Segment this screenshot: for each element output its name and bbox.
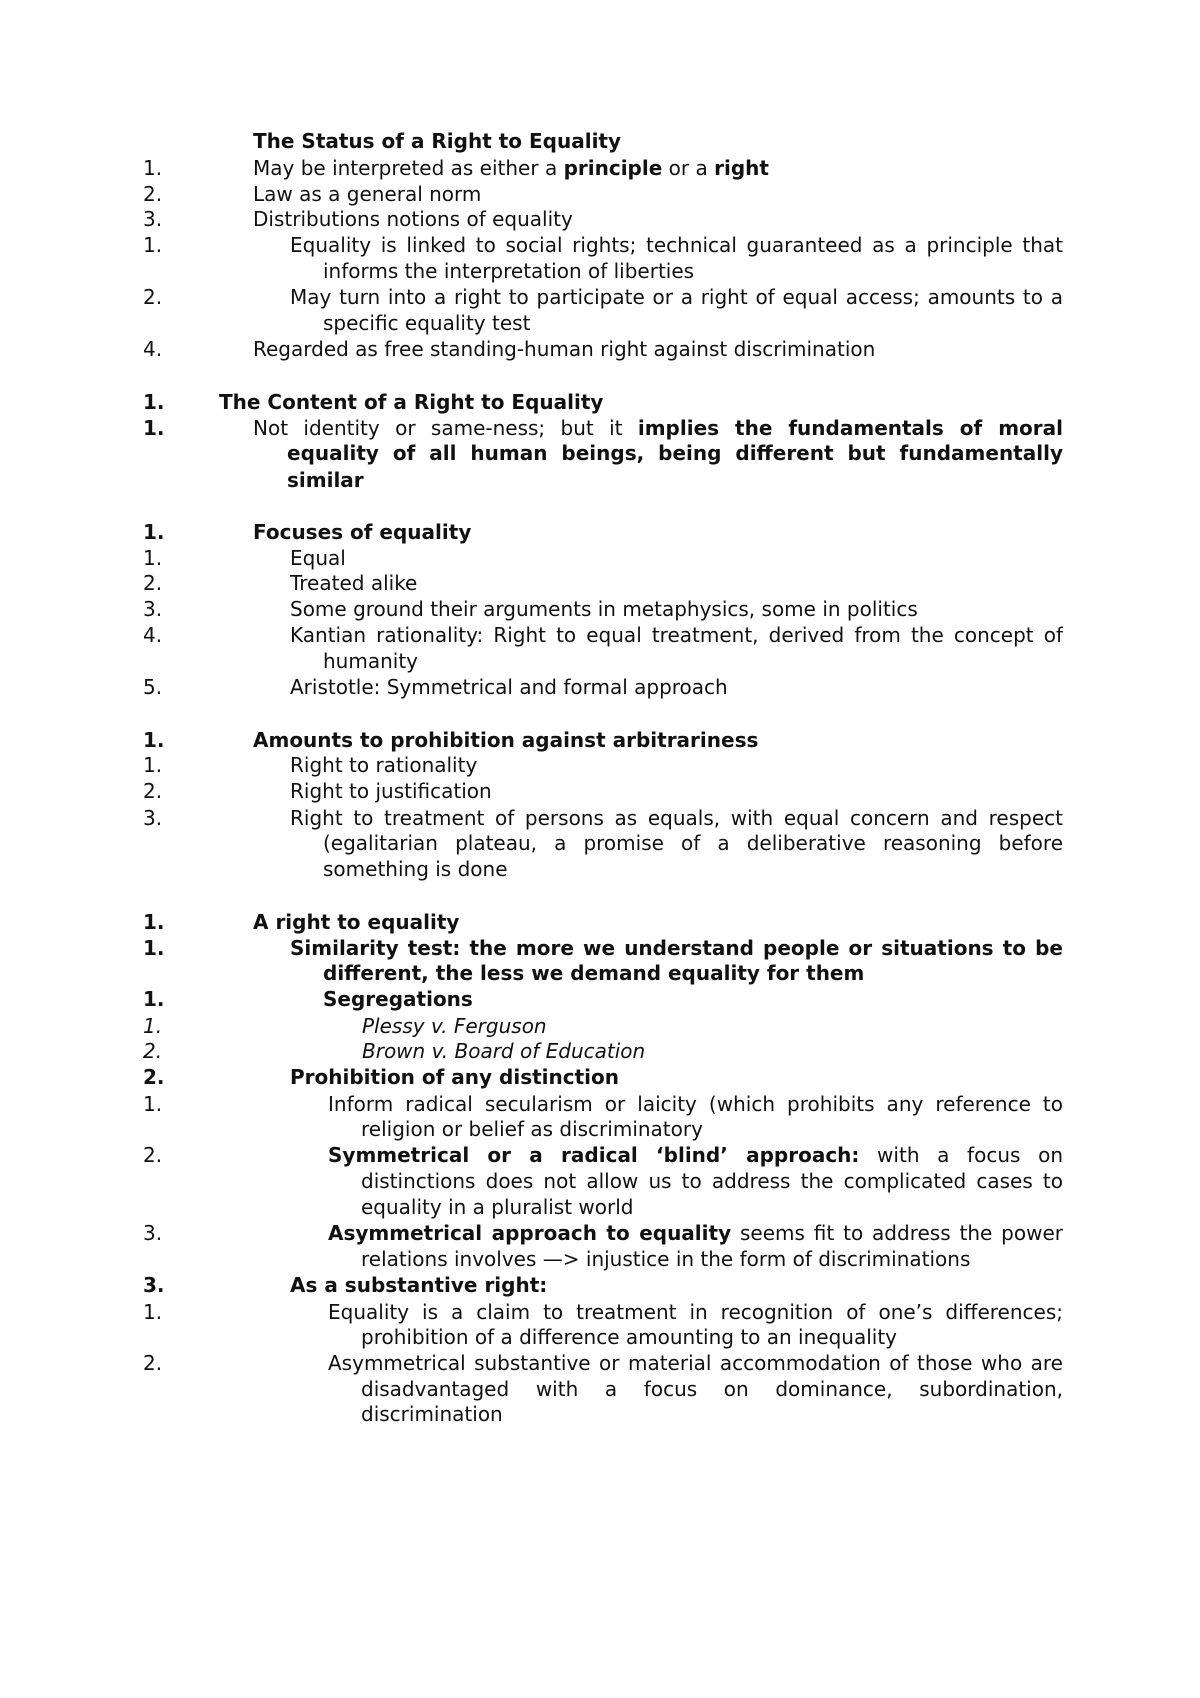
text-run: relations involves —> injustice in the form of discriminations [361,1247,971,1271]
bold-text: Segregations [323,987,473,1011]
text-run: seems fit to address the power [731,1221,1063,1245]
list-item-text [253,205,573,233]
document-line [143,1063,1063,1091]
list-item-text [362,1037,645,1065]
list-item-text [253,726,758,754]
italic-text: Brown v. Board of Education [362,1039,646,1063]
document-line [143,881,1063,909]
document-line [143,777,1063,805]
list-item-text [361,1167,1063,1195]
list-item-text [361,1245,970,1273]
text-run: Kantian rationality: Right to equal treatment, derived from the concept of [290,623,1063,647]
text-run: discrimination [361,1402,503,1426]
text-run: Right to justification [290,779,492,803]
document-line [143,934,1063,962]
list-number: 1. [143,910,165,934]
list-item-text [323,855,508,883]
text-run: May turn into a right to participate or a right of equal access; amounts to a [290,285,1063,309]
list-number: 3. [143,597,163,621]
document-line [143,855,1063,883]
list-item-text [253,154,769,182]
bold-text: Amounts to prohibition against arbitrariness [253,728,759,752]
text-run: specific equality test [323,311,531,335]
list-number: 2. [143,571,163,595]
bold-text: Prohibition of any distinction [290,1065,620,1089]
list-number: 4. [143,337,163,361]
text-run: informs the interpretation of liberties [323,259,695,283]
text-run: Equality is a claim to treatment in recognition of one’s differences; [328,1300,1063,1324]
list-item-text [361,1115,703,1143]
text-run: Equal [290,546,346,570]
list-item-text [323,829,1063,857]
bold-text: The Content of a Right to Equality [219,390,604,414]
list-item-text [287,466,364,494]
document-line [143,1012,1063,1040]
list-item-text [290,1271,547,1299]
text-run: Regarded as free standing-human right against discrimination [253,337,876,361]
list-item-text [290,804,1063,832]
list-item-text [290,621,1063,649]
document-line [143,569,1063,597]
list-item-text [253,335,875,363]
list-number: 3. [143,1273,165,1297]
bold-text: Asymmetrical approach to equality [328,1221,732,1245]
document-line [143,439,1063,467]
document-line [143,309,1063,337]
document-line [143,829,1063,857]
list-item-text [361,1193,634,1221]
list-item-text [361,1400,503,1428]
text-run: disadvantaged with a focus on dominance, subordination, [361,1377,1063,1401]
document-line [143,257,1063,285]
text-run: distinctions does not allow us to address the complicated cases to [361,1169,1063,1193]
document-line [143,1115,1063,1143]
text-run: Not identity or same-ness; but it [253,416,638,440]
list-item-text [290,1063,619,1091]
text-run: Right to rationality [290,753,478,777]
list-number: 1. [143,728,165,752]
list-number: 1. [143,1014,163,1038]
list-item-text [328,1090,1063,1118]
document-line [143,959,1063,987]
list-item-text [253,908,459,936]
text-run: Aristotle: Symmetrical and formal approach [290,675,728,699]
list-number: 2. [143,285,163,309]
list-number: 2. [143,779,163,803]
document-line [143,1245,1063,1273]
document-line [143,414,1063,442]
list-item-text [290,751,477,779]
list-number: 5. [143,675,163,699]
text-run: or a [662,156,715,180]
document-line [143,621,1063,649]
list-item-text [253,414,1063,442]
document-line [143,751,1063,779]
document-line [143,127,1063,155]
document-line [143,985,1063,1013]
list-item-text [290,934,1063,962]
list-number: 4. [143,623,163,647]
document-line [143,231,1063,259]
document-line [143,1037,1063,1065]
text-run: Inform radical secularism or laicity (which prohibits any reference to [328,1092,1063,1116]
document-line [143,1400,1063,1428]
list-item-text [328,1298,1063,1326]
list-item-text [323,985,473,1013]
list-item-text [290,283,1063,311]
list-number: 2. [143,1143,163,1167]
document-line [143,699,1063,727]
list-item-text [290,777,492,805]
text-run: something is done [323,857,508,881]
list-number: 1. [143,1092,163,1116]
document-line [143,466,1063,494]
text-run: Distributions notions of equality [253,207,573,231]
list-item-text [328,1349,1063,1377]
bold-text: A right to equality [253,910,460,934]
document-line [143,283,1063,311]
bold-text: implies the fundamentals of moral [637,416,1063,440]
bold-text: Symmetrical or a radical ‘blind’ approach: [328,1143,860,1167]
text-run: Asymmetrical substantive or material accommodation of those who are [328,1351,1063,1375]
bold-text: similar [287,468,364,492]
list-item-text [290,544,346,572]
list-number: 2. [143,1039,163,1063]
document-line [143,1167,1063,1195]
bold-text: Focuses of equality [253,520,472,544]
text-run: Equality is linked to social rights; technical guaranteed as a principle that [290,233,1063,257]
list-item-text [253,180,481,208]
list-item-text [328,1219,1063,1247]
list-number: 1. [143,416,165,440]
text-run: prohibition of a difference amounting to an inequality [361,1325,898,1349]
document-line [143,180,1063,208]
list-number: 1. [143,520,165,544]
document-line [143,361,1063,389]
text-run: with a focus on [859,1143,1063,1167]
list-item-text [361,1323,897,1351]
bold-text: right [714,156,769,180]
list-number: 3. [143,1221,163,1245]
document-line [143,1090,1063,1118]
document-line [143,1323,1063,1351]
document-line [143,1219,1063,1247]
list-number: 3. [143,207,163,231]
list-item-text [323,959,864,987]
document-line [143,492,1063,520]
document-line [143,388,1063,416]
list-item-text [253,518,471,546]
italic-text: Plessy v. Ferguson [362,1014,547,1038]
bold-text: principle [563,156,663,180]
document-line [143,335,1063,363]
bold-text: As a substantive right: [290,1273,548,1297]
document-line [143,154,1063,182]
list-number: 1. [143,390,165,414]
document-line [143,1298,1063,1326]
document-line [143,726,1063,754]
text-run: humanity [323,649,418,673]
list-number: 1. [143,1300,163,1324]
list-number: 1. [143,156,163,180]
list-item-text [328,1141,1063,1169]
list-item-text [287,439,1063,467]
list-number: 1. [143,936,165,960]
text-run: (egalitarian plateau, a promise of a deliberative reasoning before [323,831,1063,855]
list-number: 2. [143,1351,163,1375]
list-number: 3. [143,806,163,830]
text-run: May be interpreted as either a [253,156,564,180]
bold-text: equality of all human beings, being different but fundamentally [287,441,1063,465]
list-item-text [290,595,918,623]
list-item-text [290,231,1063,259]
list-number: 1. [143,987,165,1011]
document-line [143,1193,1063,1221]
document-line [143,804,1063,832]
list-item-text [290,673,728,701]
list-number: 1. [143,753,163,777]
document-line [143,595,1063,623]
document-line [143,205,1063,233]
bold-text: different, the less we demand equality for them [323,961,865,985]
list-item-text [361,1375,1063,1403]
list-item-text [323,309,530,337]
list-number: 1. [143,233,163,257]
list-item-text [253,127,621,155]
document-line [143,1141,1063,1169]
bold-text: The Status of a Right to Equality [253,129,622,153]
document-line [143,1349,1063,1377]
list-item-text [323,257,694,285]
bold-text: Similarity test: the more we understand people or situations to be [290,936,1063,960]
document-line [143,518,1063,546]
document-line [143,908,1063,936]
list-item-text [290,569,417,597]
list-item-text [219,388,603,416]
text-run: religion or belief as discriminatory [361,1117,703,1141]
document-line [143,544,1063,572]
list-number: 2. [143,1065,165,1089]
text-run: Right to treatment of persons as equals, with equal concern and respect [290,806,1063,830]
document-line [143,673,1063,701]
list-item-text [323,647,418,675]
document-line [143,647,1063,675]
document-line [143,1375,1063,1403]
text-run: equality in a pluralist world [361,1195,634,1219]
text-run: Treated alike [290,571,418,595]
text-run: Law as a general norm [253,182,482,206]
text-run: Some ground their arguments in metaphysics, some in politics [290,597,918,621]
list-number: 2. [143,182,163,206]
list-item-text [362,1012,547,1040]
document-line [143,1271,1063,1299]
list-number: 1. [143,546,163,570]
